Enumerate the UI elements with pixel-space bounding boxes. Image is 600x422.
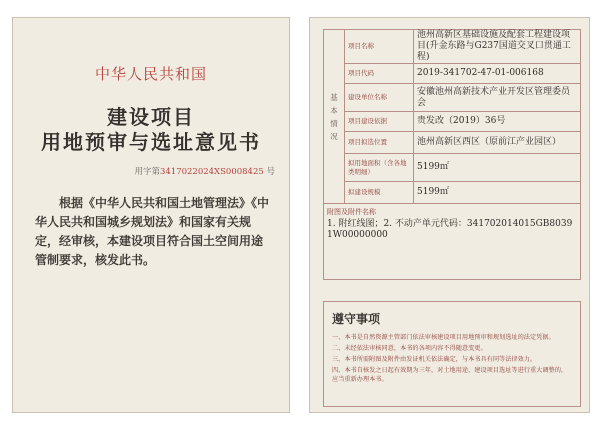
document-title-line1: 建设项目 [107, 105, 195, 129]
right-page [309, 17, 590, 413]
attachments-cell [324, 204, 581, 280]
number-suffix: 号 [266, 167, 275, 177]
row-value: 池州高新区西区（原前江产业园区） [414, 132, 581, 154]
row-value: 2019-341702-47-01-006168 [414, 64, 581, 84]
basic-info-table [323, 29, 581, 280]
number-prefix: 用字第 [134, 167, 160, 177]
row-label: 拟用地面积（含各地类明细） [345, 154, 414, 182]
document-title-line2: 用地预审与选址意见书 [41, 130, 261, 154]
table-row [324, 182, 581, 204]
notes-title: 遵守事项 [332, 312, 381, 326]
country-name: 中华人民共和国 [94, 65, 207, 83]
row-label: 项目拟选位置 [345, 132, 414, 154]
row-label: 项目名称 [345, 30, 414, 64]
note-item: 三、本书所需附图及附件由发证机关依法确定，与本书具有同等法律效力。 [332, 356, 537, 363]
table-row [324, 112, 581, 132]
row-label: 项目建设依据 [345, 112, 414, 132]
row-value: 贵发改（2019）36号 [414, 112, 581, 132]
table-row [324, 30, 581, 64]
attachments-text: 1. 附红线图；2. 不动产单元代码：341702014015GB80391W00000000 [327, 219, 573, 240]
row-label: 项目代码 [345, 64, 414, 84]
side-label: 基本情况 [324, 30, 345, 204]
table-row [324, 132, 581, 154]
row-label: 拟建设规模 [345, 182, 414, 204]
notes-box [323, 301, 581, 407]
row-label: 建设单位名称 [345, 84, 414, 112]
body-text: 根据《中华人民共和国土地管理法》《中华人民共和国城乡规划法》和国家有关规定，经审核，本建设项目符合国土空间用途管制要求，核发此书。 [35, 196, 270, 267]
number-value: 3417022024XS0008425 [159, 167, 264, 177]
table-row [324, 154, 581, 182]
attachments-title: 附图及附件名称 [327, 208, 376, 216]
note-item: 一、本书是自然资源主管部门依法审核建设项目用地预审和规划选址的法定凭据。 [332, 334, 555, 341]
note-item: 二、未经依法审核同意，本书的各项内容不得随意变更。 [332, 345, 487, 352]
row-value: 5199㎡ [414, 182, 581, 204]
table-row [324, 84, 581, 112]
table-row [324, 64, 581, 84]
row-value: 5199㎡ [414, 154, 581, 182]
note-item: 四、本书自核发之日起有效期为三年，对土地用途、建设项目选址等进行重大调整的，应当重新办理本书。 [332, 367, 568, 383]
left-page [12, 17, 290, 413]
row-value: 池州高新区基础设施及配套工程建设项目(升金东路与G237国道交叉口贯通工程) [414, 30, 581, 64]
row-value: 安徽池州高新技术产业开发区管理委员会 [414, 84, 581, 112]
document-number [134, 165, 275, 177]
table-row [324, 204, 581, 280]
